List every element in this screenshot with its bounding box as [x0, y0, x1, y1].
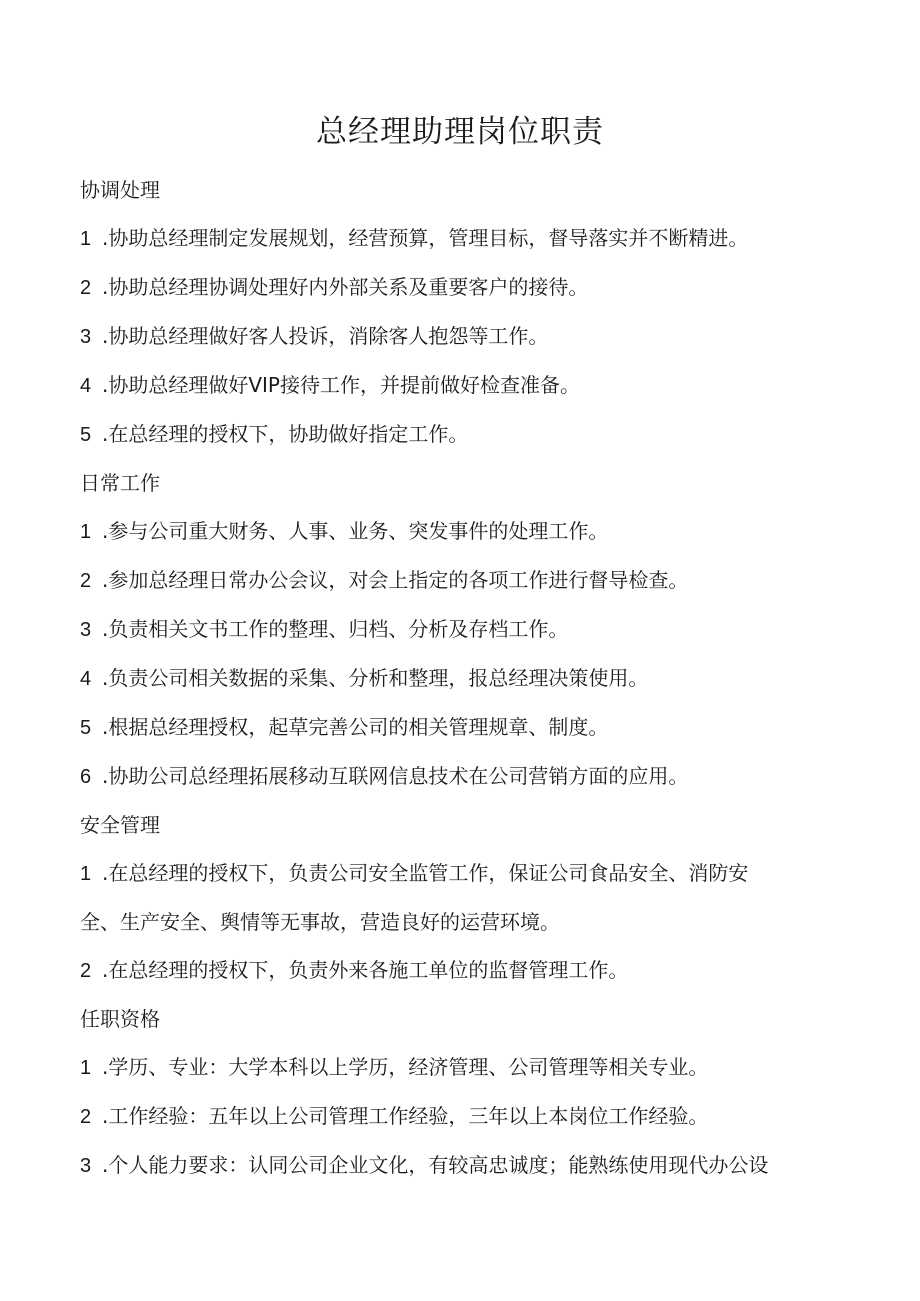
- item-text-continuation: 全、生产安全、舆情等无事故，营造良好的运营环境。: [80, 910, 560, 934]
- item-text: .协助总经理协调处理好内外部关系及重要客户的接待。: [102, 275, 589, 299]
- list-item: [80, 617, 815, 642]
- item-text: .学历、专业：大学本科以上学历，经济管理、公司管理等相关专业。: [102, 1055, 709, 1079]
- item-number: 6: [80, 766, 92, 788]
- item-number: 3: [80, 1155, 92, 1177]
- item-number: 1: [80, 863, 92, 885]
- item-text: .在总经理的授权下，负责外来各施工单位的监督管理工作。: [102, 958, 629, 982]
- section-heading: 日常工作: [80, 471, 160, 495]
- list-item: [80, 373, 815, 398]
- section-heading: 安全管理: [80, 813, 160, 837]
- item-number: 2: [80, 277, 92, 299]
- list-item: [80, 958, 815, 983]
- item-text: .参与公司重大财务、人事、业务、突发事件的处理工作。: [102, 519, 609, 543]
- item-number: 5: [80, 424, 92, 446]
- list-item: [80, 422, 815, 447]
- item-text: .参加总经理日常办公会议，对会上指定的各项工作进行督导检查。: [102, 568, 689, 592]
- item-number: 3: [80, 326, 92, 348]
- list-item: [80, 1153, 815, 1178]
- list-item: [80, 666, 815, 691]
- item-text: .负责相关文书工作的整理、归档、分析及存档工作。: [102, 617, 569, 641]
- item-number: 1: [80, 521, 92, 543]
- list-item: [80, 861, 815, 934]
- item-number: 4: [80, 375, 92, 397]
- section-heading: 任职资格: [80, 1007, 160, 1031]
- item-number: 3: [80, 619, 92, 641]
- page-title: 总经理助理岗位职责: [316, 114, 604, 150]
- item-text: .协助总经理做好客人投诉，消除客人抱怨等工作。: [102, 324, 549, 348]
- item-text: .负责公司相关数据的采集、分析和整理，报总经理决策使用。: [102, 666, 649, 690]
- item-text: .在总经理的授权下，协助做好指定工作。: [102, 422, 469, 446]
- document-body: [80, 178, 815, 1202]
- item-number: 5: [80, 717, 92, 739]
- item-text: .协助总经理制定发展规划，经营预算，管理目标，督导落实并不断精进。: [102, 226, 749, 250]
- item-number: 1: [80, 1057, 92, 1079]
- item-number: 4: [80, 668, 92, 690]
- item-text: .协助公司总经理拓展移动互联网信息技术在公司营销方面的应用。: [102, 764, 689, 788]
- item-number: 2: [80, 1106, 92, 1128]
- section-heading: 协调处理: [80, 178, 160, 202]
- list-item: [80, 1055, 815, 1080]
- list-item: [80, 275, 815, 300]
- list-item: [80, 764, 815, 789]
- list-item: [80, 1104, 815, 1129]
- item-text: .在总经理的授权下，负责公司安全监管工作，保证公司食品安全、消防安: [102, 861, 749, 885]
- list-item: [80, 324, 815, 349]
- item-text: .工作经验：五年以上公司管理工作经验，三年以上本岗位工作经验。: [102, 1104, 709, 1128]
- list-item: [80, 715, 815, 740]
- item-text: .个人能力要求：认同公司企业文化，有较高忠诚度；能熟练使用现代办公设: [102, 1153, 769, 1177]
- item-number: 2: [80, 570, 92, 592]
- item-text: .根据总经理授权，起草完善公司的相关管理规章、制度。: [102, 715, 609, 739]
- list-item: [80, 568, 815, 593]
- item-text: .协助总经理做好VIP接待工作，并提前做好检查准备。: [102, 373, 580, 397]
- list-item: [80, 519, 815, 544]
- list-item: [80, 226, 815, 251]
- item-number: 2: [80, 960, 92, 982]
- item-number: 1: [80, 228, 92, 250]
